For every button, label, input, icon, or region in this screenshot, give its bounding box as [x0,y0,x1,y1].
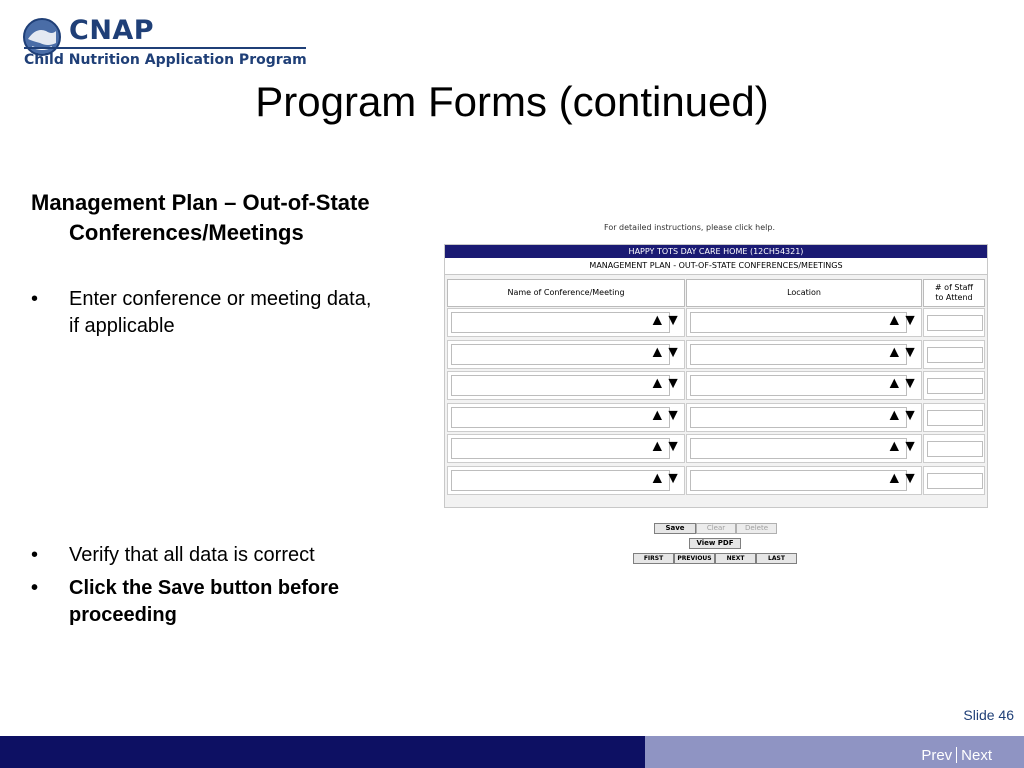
scrollbar[interactable] [886,375,918,396]
staff-count-cell [923,466,985,495]
staff-count-input[interactable] [927,441,983,457]
table-row [447,340,985,369]
location-textarea[interactable] [690,470,907,491]
column-header-conference: Name of Conference/Meeting [447,279,685,307]
bullet-verify [31,542,421,569]
staff-count-cell [923,434,985,463]
view-pdf-button[interactable]: View PDF [689,538,741,549]
scrollbar[interactable] [886,470,918,491]
bullet-glyph: • [31,544,39,566]
slide-title: Program Forms (continued) [255,78,769,125]
scroll-down-icon[interactable]: ▼ [902,438,918,455]
scroll-up-icon[interactable]: ▲ [886,312,903,329]
bullet-text [31,286,421,340]
bullet-line: if applicable [69,315,175,337]
last-button[interactable]: LAST [756,553,797,564]
staff-count-cell [923,403,985,432]
scroll-down-icon[interactable]: ▼ [665,469,681,487]
scroll-down-icon[interactable]: ▼ [902,406,918,424]
conference-name-textarea[interactable] [451,407,670,428]
scrollbar[interactable] [649,344,681,365]
scroll-down-icon[interactable]: ▼ [665,375,681,392]
conference-name-textarea[interactable] [451,312,670,333]
form-plan-title: MANAGEMENT PLAN - OUT-OF-STATE CONFERENCES/MEETINGS [445,258,987,275]
bullet-glyph: • [31,288,39,310]
logo-full-name: Child Nutrition Application Program [24,52,307,68]
staff-count-input[interactable] [927,378,983,394]
scroll-up-icon[interactable]: ▲ [649,469,666,487]
conference-name-textarea[interactable] [451,470,670,491]
column-header-staff [923,279,985,307]
footer-nav [921,747,992,764]
prev-link[interactable]: Prev [921,747,953,764]
scroll-down-icon[interactable]: ▼ [902,469,918,487]
clear-button[interactable]: Clear [696,523,736,534]
globe-logo-icon [22,17,62,57]
scroll-up-icon[interactable]: ▲ [649,312,666,329]
scroll-up-icon[interactable]: ▲ [649,406,666,424]
scroll-down-icon[interactable]: ▼ [665,312,681,329]
bullet-line: Enter conference or meeting data, [69,288,372,310]
staff-count-cell [923,308,985,337]
bullet-line: Click the Save button before [69,577,340,599]
table-row [447,308,985,337]
conference-name-cell [447,466,685,495]
next-button[interactable]: NEXT [715,553,756,564]
section-heading-line1: Management Plan – Out-of-State [31,190,370,215]
scrollbar[interactable] [886,312,918,333]
location-cell [686,434,922,463]
scroll-up-icon[interactable]: ▲ [649,438,666,455]
conference-name-textarea[interactable] [451,438,670,459]
delete-button[interactable]: Delete [736,523,777,534]
location-textarea[interactable] [690,312,907,333]
scroll-down-icon[interactable]: ▼ [665,343,681,361]
scroll-up-icon[interactable]: ▲ [886,406,903,424]
scrollbar[interactable] [649,375,681,396]
column-header-location: Location [686,279,922,307]
scroll-up-icon[interactable]: ▲ [649,343,666,361]
cnap-logo [22,15,312,73]
bullet-text: Verify that all data is correct [69,544,315,566]
staff-count-cell [923,371,985,400]
first-button[interactable]: FIRST [633,553,674,564]
scrollbar[interactable] [649,312,681,333]
section-heading [31,188,431,248]
scrollbar[interactable] [649,470,681,491]
scrollbar[interactable] [886,407,918,428]
conference-name-cell [447,371,685,400]
scrollbar[interactable] [649,407,681,428]
nav-separator [956,747,957,763]
scroll-up-icon[interactable]: ▲ [886,469,903,487]
table-row [447,403,985,432]
location-cell [686,466,922,495]
location-textarea[interactable] [690,344,907,365]
save-button[interactable]: Save [654,523,696,534]
scroll-up-icon[interactable]: ▲ [886,438,903,455]
conference-name-cell [447,434,685,463]
bullet-line: proceeding [69,604,177,626]
location-cell [686,371,922,400]
staff-count-cell [923,340,985,369]
footer-bar [0,736,1024,768]
scroll-up-icon[interactable]: ▲ [886,343,903,361]
scrollbar[interactable] [649,438,681,459]
help-instructions[interactable]: For detailed instructions, please click help. [604,223,776,232]
conference-name-textarea[interactable] [451,375,670,396]
conference-name-cell [447,403,685,432]
location-textarea[interactable] [690,438,907,459]
scrollbar[interactable] [886,344,918,365]
conference-name-cell [447,308,685,337]
scroll-up-icon[interactable]: ▲ [649,375,666,392]
table-row [447,371,985,400]
scrollbar[interactable] [886,438,918,459]
management-plan-form [444,244,988,508]
staff-count-input[interactable] [927,347,983,363]
column-header-staff-text [935,283,973,303]
location-textarea[interactable] [690,407,907,428]
location-cell [686,308,922,337]
scroll-down-icon[interactable]: ▼ [902,312,918,329]
staff-count-input[interactable] [927,410,983,426]
staff-count-input[interactable] [927,315,983,331]
conference-name-textarea[interactable] [451,344,670,365]
logo-acronym: CNAP [69,15,155,46]
scroll-down-icon[interactable]: ▼ [665,438,681,455]
form-org-title: HAPPY TOTS DAY CARE HOME (12CH54321) [445,245,987,258]
bullet-glyph: • [31,577,39,599]
scroll-up-icon[interactable]: ▲ [886,375,903,392]
bullet-enter-data [31,286,421,340]
scroll-down-icon[interactable]: ▼ [902,375,918,392]
next-link[interactable]: Next [961,747,992,764]
table-row [447,434,985,463]
column-header-staff-line2: to Attend [935,293,973,302]
logo-rule [24,47,306,49]
staff-count-input[interactable] [927,473,983,489]
table-row [447,466,985,495]
column-header-staff-line1: # of Staff [934,283,974,292]
conference-name-cell [447,340,685,369]
location-cell [686,340,922,369]
section-heading-line2: Conferences/Meetings [69,220,304,245]
location-cell [686,403,922,432]
location-textarea[interactable] [690,375,907,396]
previous-button[interactable]: PREVIOUS [674,553,715,564]
scroll-down-icon[interactable]: ▼ [665,406,681,424]
slide-number: Slide 46 [963,707,1014,723]
bullet-save [31,575,421,629]
footer-dark-band [0,736,645,768]
bullet-text [31,575,421,629]
scroll-down-icon[interactable]: ▼ [902,343,918,361]
